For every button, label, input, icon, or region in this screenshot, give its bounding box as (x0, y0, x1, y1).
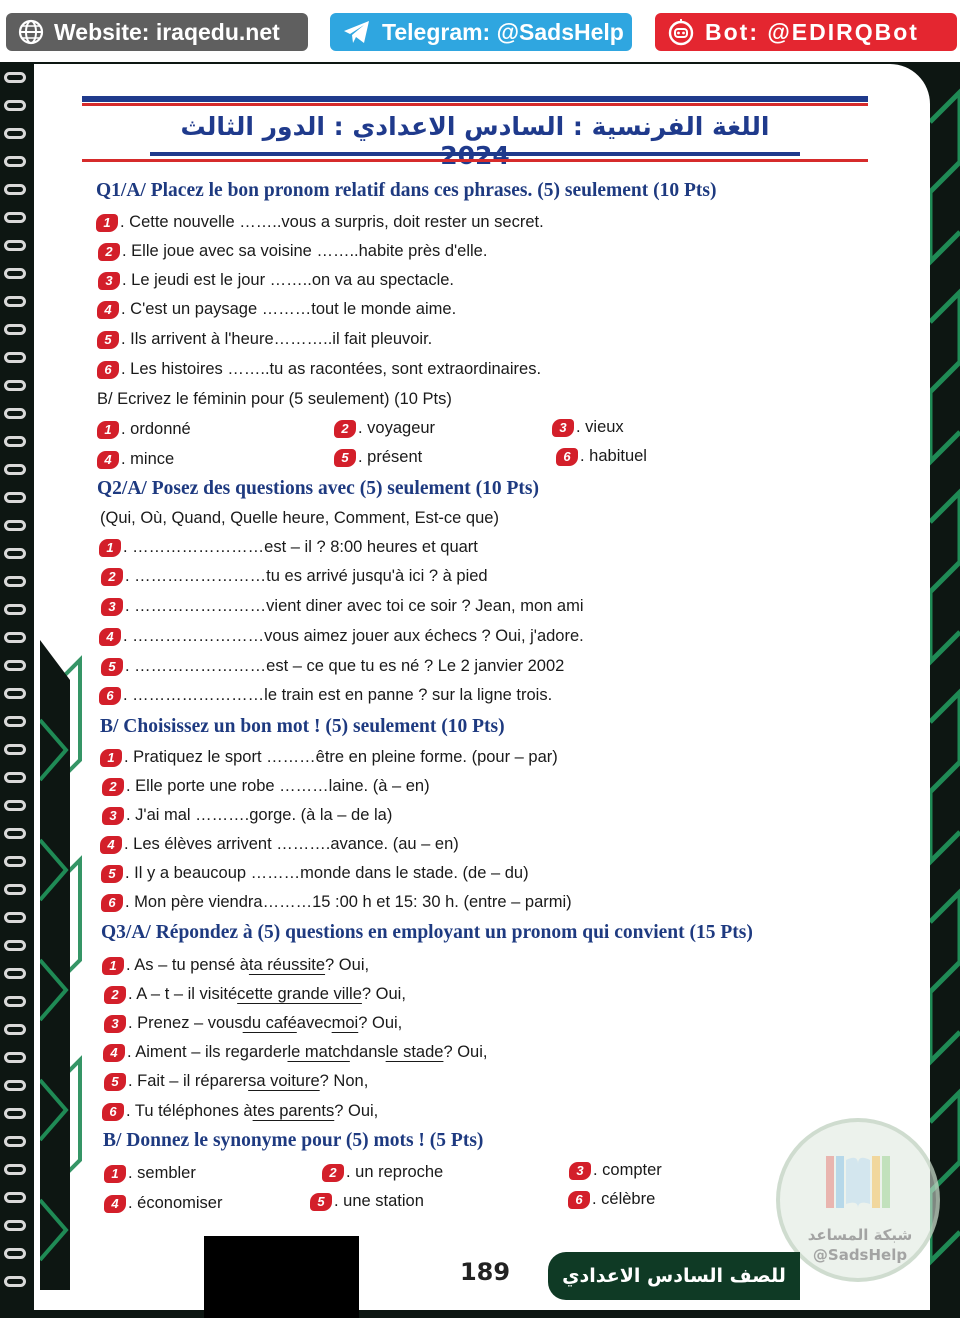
q3b-item-2 (322, 1163, 443, 1182)
q3-item-2 (104, 985, 406, 1004)
spiral-ring (4, 296, 26, 307)
spiral-ring (4, 1080, 26, 1091)
number-badge: 1 (96, 214, 118, 232)
number-badge: 5 (97, 331, 119, 349)
q1b-item-4 (97, 450, 174, 469)
q3b-item-text: . économiser (128, 1194, 223, 1212)
number-badge: 6 (568, 1191, 590, 1209)
spiral-ring (4, 968, 26, 979)
q3-item-4 (103, 1043, 487, 1062)
q1b-item-3 (552, 418, 624, 437)
q1b-item-text: . habituel (580, 447, 647, 465)
spiral-ring (4, 744, 26, 755)
q3b-item-text: . compter (593, 1161, 662, 1179)
q2b-item-1 (100, 748, 558, 767)
number-badge: 2 (98, 243, 120, 261)
q3-underlined-word: sa voiture (248, 1072, 320, 1090)
q3b-heading: B/ Donnez le synonyme pour (5) mots ! (5 Pts) (103, 1130, 484, 1151)
q3-heading: Q3/A/ Répondez à (5) questions en employant un pronom qui convient (15 Pts) (101, 922, 753, 943)
spiral-binding (0, 62, 34, 1318)
q3-underlined-word: ta réussite (248, 956, 326, 974)
q3b-item-3 (569, 1161, 662, 1180)
q3b-item-4 (104, 1194, 222, 1213)
number-badge: 2 (334, 420, 356, 438)
spiral-ring (4, 716, 26, 727)
spiral-ring (4, 100, 26, 111)
number-badge: 4 (104, 1195, 126, 1213)
number-badge: 3 (569, 1162, 591, 1180)
spiral-ring (4, 1248, 26, 1259)
number-badge: 6 (556, 448, 578, 466)
number-badge: 4 (103, 1044, 125, 1062)
number-badge: 1 (97, 421, 119, 439)
number-badge: 5 (334, 449, 356, 467)
q1-item-1 (96, 213, 544, 232)
spiral-ring (4, 576, 26, 587)
q1b-item-1 (97, 420, 191, 439)
robot-icon (667, 18, 695, 46)
spiral-ring (4, 1276, 26, 1287)
number-badge: 5 (104, 1073, 126, 1091)
q3-item-text: . A – t – il visité (128, 985, 238, 1003)
q1b-item-text: . ordonné (121, 420, 191, 438)
q2-item-text: . ……………………est – il ? 8:00 heures et quart (123, 538, 478, 556)
spiral-ring (4, 548, 26, 559)
q1b-heading: B/ Ecrivez le féminin pour (5 seulement) (10 Pts) (97, 390, 452, 408)
q3b-item-text: . un reproche (346, 1163, 444, 1181)
q1-heading: Q1/A/ Placez le bon pronom relatif dans ces phrases. (5) seulement (10 Pts) (96, 180, 717, 201)
q2b-item-text: . Mon père viendra………15 :00 h et 15: 30 h. (entre – parmi) (125, 893, 572, 911)
q1-item-text: . Le jeudi est le jour ……..on va au spectacle. (122, 271, 455, 289)
spiral-ring (4, 352, 26, 363)
spiral-ring (4, 436, 26, 447)
q3-underlined-word: tes parents (252, 1102, 335, 1120)
spiral-ring (4, 828, 26, 839)
number-badge: 1 (99, 539, 121, 557)
spiral-ring (4, 324, 26, 335)
number-badge: 2 (102, 778, 124, 796)
q2b-item-4 (100, 835, 459, 854)
website-badge[interactable] (6, 13, 308, 51)
spiral-ring (4, 1024, 26, 1035)
spiral-ring (4, 1220, 26, 1231)
q3-item-1 (102, 956, 369, 975)
spiral-ring (4, 1136, 26, 1147)
q2b-heading: B/ Choisissez un bon mot ! (5) seulement (10 Pts) (100, 716, 505, 737)
header-rule-red-bottom (82, 159, 868, 162)
spiral-ring (4, 1052, 26, 1063)
spiral-ring (4, 268, 26, 279)
q3b-item-6 (568, 1190, 655, 1209)
q1b-item-2 (334, 419, 435, 438)
q1b-item-5 (334, 448, 422, 467)
q1-item-text: . Cette nouvelle ……..vous a surpris, doit rester un secret. (120, 213, 544, 231)
q1-item-text: . C'est un paysage ………tout le monde aime. (121, 300, 457, 318)
q1-item-text: . Ils arrivent à l'heure………..il fait pleuvoir. (121, 330, 433, 348)
telegram-label: Telegram: @SadsHelp (382, 18, 624, 45)
number-badge: 3 (101, 598, 123, 616)
header-rule-red (82, 103, 868, 106)
spiral-ring (4, 1192, 26, 1203)
spiral-ring (4, 1108, 26, 1119)
q2b-item-text: . Pratiquez le sport ………être en pleine forme. (pour – par) (124, 748, 558, 766)
spiral-ring (4, 520, 26, 531)
spiral-ring (4, 800, 26, 811)
left-decorative-strip (40, 80, 84, 1290)
telegram-badge[interactable] (330, 13, 632, 51)
q1b-item-text: . présent (358, 448, 423, 466)
q1b-item-text: . mince (121, 450, 175, 468)
q3b-item-text: . sembler (128, 1164, 196, 1182)
q3-item-text: dans (349, 1043, 386, 1061)
title-underline (150, 152, 800, 156)
spiral-ring (4, 1164, 26, 1175)
q3-item-text: . Tu téléphones à (126, 1102, 253, 1120)
number-badge: 4 (99, 628, 121, 646)
spiral-ring (4, 212, 26, 223)
q1-item-2 (98, 242, 487, 261)
q2-item-text: . ……………………le train est en panne ? sur la ligne trois. (123, 686, 553, 704)
number-badge: 3 (98, 272, 120, 290)
spiral-ring (4, 660, 26, 671)
q1-item-text: . Les histoires ……..tu as racontées, sont extraordinaires. (121, 360, 542, 378)
globe-icon (18, 19, 44, 45)
spiral-ring (4, 632, 26, 643)
number-badge: 6 (99, 687, 121, 705)
q3-underlined-word: cette grande ville (237, 985, 362, 1003)
watermark-name: شبكة المساعد (807, 1226, 913, 1244)
bot-badge[interactable] (655, 13, 957, 51)
q3-item-text: ? Oui, (334, 1102, 379, 1120)
q3-underlined-word: le match (287, 1043, 350, 1061)
q3b-item-1 (104, 1164, 196, 1183)
q1b-item-6 (556, 447, 647, 466)
website-label: Website: iraqedu.net (54, 18, 280, 45)
top-banner (0, 0, 960, 58)
number-badge: 1 (102, 957, 124, 975)
q1b-item-text: . vieux (576, 418, 624, 436)
q3-item-text: ? Non, (319, 1072, 369, 1090)
q3-item-6 (102, 1102, 378, 1121)
book-icon (822, 1150, 894, 1214)
q3-item-text: ? Oui, (443, 1043, 488, 1061)
spiral-ring (4, 240, 26, 251)
q2b-item-2 (102, 777, 430, 796)
q3-underlined-word: le stade (385, 1043, 444, 1061)
number-badge: 5 (101, 865, 123, 883)
q3-underlined-word: moi (331, 1014, 359, 1032)
q2-item-text: . ……………………vous aimez jouer aux échecs ? Oui, j'adore. (123, 627, 584, 645)
spiral-ring (4, 856, 26, 867)
q3-underlined-word: du café (242, 1014, 297, 1032)
q3b-item-5 (310, 1192, 424, 1211)
spiral-ring (4, 996, 26, 1007)
q2-item-text: . ……………………est – ce que tu es né ? Le 2 janvier 2002 (125, 657, 565, 675)
q2-item-4 (99, 627, 584, 646)
number-badge: 2 (101, 568, 123, 586)
q1b-item-text: . voyageur (358, 419, 436, 437)
green-pattern-border (930, 62, 960, 1318)
q2b-item-6 (101, 893, 572, 912)
number-badge: 2 (322, 1164, 344, 1182)
spiral-ring (4, 156, 26, 167)
spiral-ring (4, 464, 26, 475)
watermark-handle: @SadsHelp (812, 1246, 908, 1264)
q3b-item-text: . une station (334, 1192, 424, 1210)
number-badge: 5 (101, 658, 123, 676)
q3-item-text: avec (296, 1014, 332, 1032)
spiral-ring (4, 128, 26, 139)
header-rule-top (82, 96, 868, 102)
spiral-ring (4, 940, 26, 951)
q3-item-text: . Fait – il réparer (128, 1072, 249, 1090)
spiral-ring (4, 380, 26, 391)
q2-item-1 (99, 538, 478, 557)
q1-item-6 (97, 360, 541, 379)
q2b-item-text: . J'ai mal ……….gorge. (à la – de la) (126, 806, 393, 824)
q3-item-text: ? Oui, (358, 1014, 403, 1032)
q3-item-5 (104, 1072, 368, 1091)
number-badge: 3 (102, 807, 124, 825)
q2-item-text: . ……………………vient diner avec toi ce soir ? Jean, mon ami (125, 597, 584, 615)
q3-item-text: ? Oui, (325, 956, 370, 974)
spiral-ring (4, 912, 26, 923)
spiral-ring (4, 688, 26, 699)
q2-heading: Q2/A/ Posez des questions avec (5) seulement (10 Pts) (97, 478, 539, 499)
number-badge: 6 (101, 894, 123, 912)
q2-word-list: (Qui, Où, Quand, Quelle heure, Comment, Est-ce que) (100, 509, 499, 527)
q2b-item-text: . Elle porte une robe ………laine. (à – en) (126, 777, 430, 795)
spiral-ring (4, 408, 26, 419)
number-badge: 4 (100, 836, 122, 854)
q2-item-2 (101, 567, 488, 586)
q1-item-4 (97, 300, 456, 319)
q1-item-text: . Elle joue avec sa voisine ……..habite près d'elle. (122, 242, 488, 260)
q3-item-text: . Aiment – ils regarder (127, 1043, 288, 1061)
q2b-item-3 (102, 806, 392, 825)
q2-item-3 (101, 597, 584, 616)
q3-item-text: . As – tu pensé à (126, 956, 249, 974)
q3-item-text: . Prenez – vous (128, 1014, 243, 1032)
number-badge: 6 (97, 361, 119, 379)
bot-label: Bot: @EDIRQBot (705, 18, 919, 45)
q2b-item-text: . Il y a beaucoup ………monde dans le stade. (de – du) (125, 864, 529, 882)
page-title: اللغة الفرنسية : السادس الاعدادي : الدور الثالث (180, 112, 770, 141)
page-number: 189 (459, 1258, 511, 1286)
q1-item-3 (98, 271, 454, 290)
q2-item-text: . ……………………tu es arrivé jusqu'à ici ? à pied (125, 567, 488, 585)
q2b-item-text: . Les élèves arrivent ……….avance. (au – en) (124, 835, 459, 853)
number-badge: 6 (102, 1103, 124, 1121)
number-badge: 2 (104, 986, 126, 1004)
redaction-box (204, 1236, 359, 1318)
number-badge: 3 (552, 419, 574, 437)
spiral-ring (4, 604, 26, 615)
number-badge: 1 (104, 1165, 126, 1183)
number-badge: 4 (97, 301, 119, 319)
spiral-ring (4, 772, 26, 783)
number-badge: 3 (104, 1015, 126, 1033)
q3-item-3 (104, 1014, 402, 1033)
spiral-ring (4, 72, 26, 83)
number-badge: 5 (310, 1193, 332, 1211)
spiral-ring (4, 492, 26, 503)
q2-item-6 (99, 686, 552, 705)
q1-item-5 (97, 330, 432, 349)
number-badge: 4 (97, 451, 119, 469)
number-badge: 1 (100, 749, 122, 767)
q2b-item-5 (101, 864, 529, 883)
telegram-icon (342, 19, 372, 45)
spiral-ring (4, 884, 26, 895)
spiral-ring (4, 184, 26, 195)
footer-grade-tab: للصف السادس الاعدادي (548, 1252, 800, 1300)
q2-item-5 (101, 657, 564, 676)
q3-item-text: ? Oui, (361, 985, 406, 1003)
q3b-item-text: . célèbre (592, 1190, 656, 1208)
